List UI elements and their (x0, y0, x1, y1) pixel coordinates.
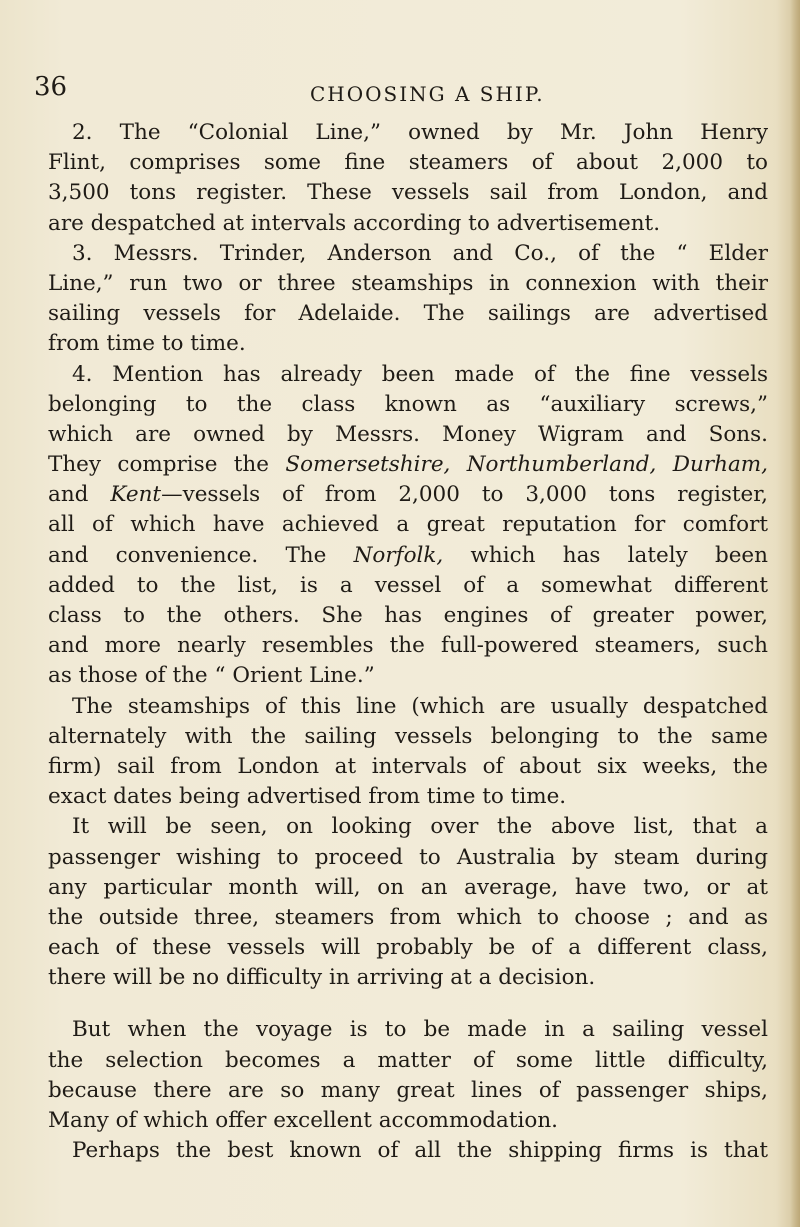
text-line: The steamships of this line (which are usually despatched (72, 693, 768, 719)
body-text (48, 118, 768, 1166)
text-line: the outside three, steamers from which to choose ; and as (48, 904, 768, 930)
running-title: CHOOSING A SHIP. (310, 82, 545, 106)
page-number: 36 (34, 72, 68, 102)
text-line: Flint, comprises some fine steamers of about 2,000 to (48, 150, 768, 176)
text-line: class to the others. She has engines of greater power, (48, 603, 768, 628)
text-run: which has lately been (443, 542, 768, 568)
text-line: belonging to the class known as “auxiliary screws,” (48, 391, 768, 417)
italic-text: Kent (110, 482, 162, 508)
text-line: alternately with the sailing vessels belonging to the same (48, 723, 768, 749)
text-line: and more nearly resembles the full-powered steamers, such (48, 633, 768, 659)
text-line: as those of the “ Orient Line.” (48, 663, 375, 689)
page-edge-shadow (790, 0, 800, 1227)
text-line: all of which have achieved a great reputation for comfort (48, 512, 768, 538)
text-line: 3,500 tons register. These vessels sail from London, and (48, 180, 768, 206)
text-line: Perhaps the best known of all the shipping firms is that (72, 1138, 768, 1164)
text-line: added to the list, is a vessel of a somewhat different (48, 572, 768, 598)
text-run: and (48, 482, 111, 508)
text-line: there will be no difficulty in arriving at a decision. (48, 965, 596, 991)
text-line: are despatched at intervals according to advertisement. (48, 210, 661, 236)
text-line: Line,” run two or three steamships in connexion with their (48, 270, 768, 296)
text-line: But when the voyage is to be made in a sailing vessel (72, 1017, 768, 1043)
text-line: 3. Messrs. Trinder, Anderson and Co., of the “ Elder (72, 240, 768, 266)
page-header (0, 72, 800, 106)
text-line: the selection becomes a matter of some little difficulty, (48, 1047, 768, 1073)
text-line (48, 541, 768, 571)
italic-text: Somersetshire, Northumberland, Durham, (285, 452, 768, 478)
text-line: Many of which offer excellent accommodation. (48, 1108, 558, 1133)
text-run: They comprise the (48, 452, 286, 478)
text-line: It will be seen, on looking over the above list, that a (72, 814, 768, 840)
text-line: because there are so many great lines of passenger ships, (48, 1077, 768, 1103)
text-line: 2. The “Colonial Line,” owned by Mr. John Henry (72, 120, 768, 145)
text-line: each of these vessels will probably be of a different class, (48, 935, 768, 961)
text-line: 4. Mention has already been made of the fine vessels (72, 361, 768, 387)
text-line: any particular month will, on an average, have two, or at (48, 874, 768, 900)
text-line: exact dates being advertised from time to time. (48, 784, 567, 810)
text-line: sailing vessels for Adelaide. The sailings are advertised (48, 301, 768, 327)
italic-text: Norfolk, (353, 542, 444, 568)
text-line: from time to time. (48, 331, 246, 357)
text-line: firm) sail from London at intervals of about six weeks, the (48, 753, 768, 779)
text-line (48, 450, 768, 480)
text-line: passenger wishing to proceed to Australia by steam during (48, 844, 768, 870)
text-run: —vessels of from 2,000 to 3,000 tons register, (161, 482, 768, 508)
text-run: and convenience. The (48, 542, 354, 568)
text-line: which are owned by Messrs. Money Wigram and Sons. (48, 421, 768, 447)
text-line (48, 480, 768, 510)
